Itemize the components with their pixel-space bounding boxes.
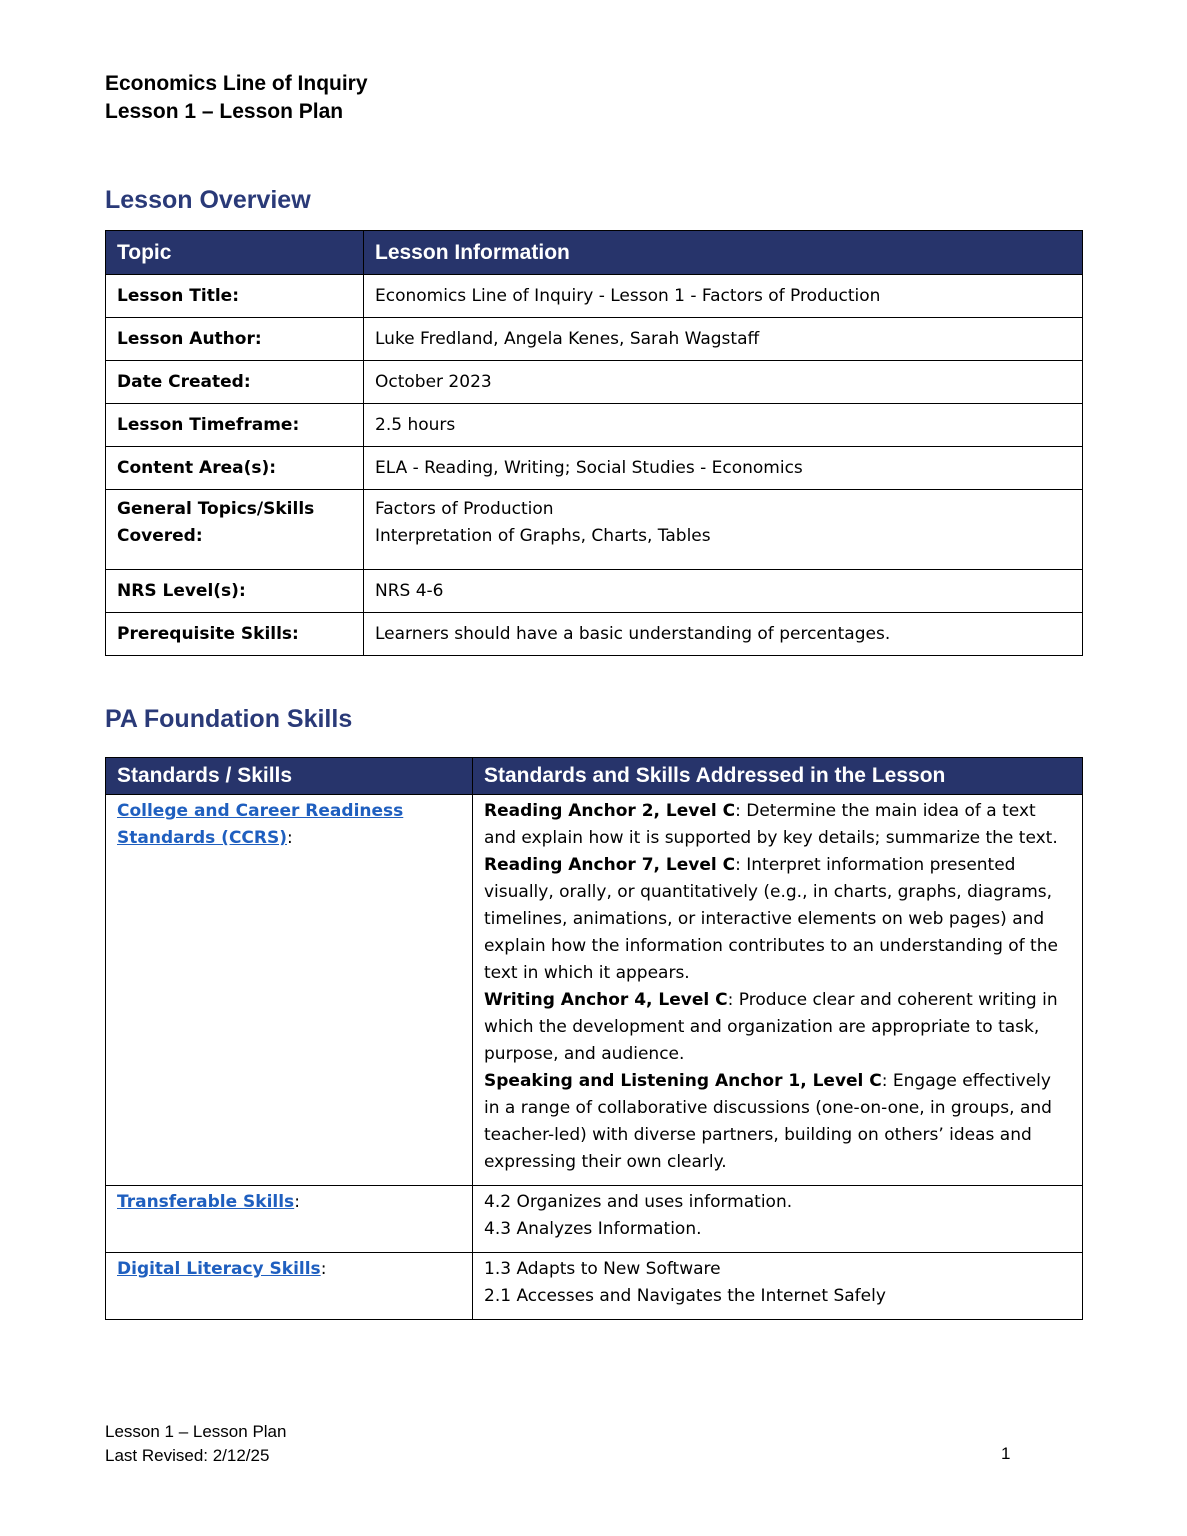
row-label: General Topics/Skills Covered:: [106, 490, 364, 570]
anchor-name: Writing Anchor 4, Level C: [484, 990, 728, 1010]
column-header-lesson-information: Lesson Information: [364, 231, 1083, 275]
row-label: NRS Level(s):: [106, 570, 364, 613]
row-value: [473, 1253, 1083, 1320]
transferable-skills-link[interactable]: Transferable Skills: [117, 1192, 295, 1212]
row-label: [106, 1253, 473, 1320]
label-colon: :: [320, 1259, 327, 1279]
column-header-standards-addressed: Standards and Skills Addressed in the Lesson: [473, 758, 1083, 795]
row-label: [106, 795, 473, 1186]
anchor-item: [484, 798, 1071, 852]
row-value: Learners should have a basic understanding of percentages.: [364, 613, 1083, 656]
column-header-standards-skills: Standards / Skills: [106, 758, 473, 795]
label-colon: :: [294, 1192, 300, 1212]
table-row: [106, 570, 1083, 613]
skill-item: 2.1 Accesses and Navigates the Internet Safely: [484, 1286, 886, 1306]
row-value-line: Factors of Production: [375, 499, 554, 519]
label-colon: :: [287, 828, 293, 848]
anchor-item: [484, 987, 1071, 1068]
table-row: [106, 361, 1083, 404]
ccrs-link[interactable]: College and Career Readiness Standards (CCRS): [117, 801, 404, 848]
foundation-skills-table: [105, 757, 1083, 1320]
row-value: Luke Fredland, Angela Kenes, Sarah Wagstaff: [364, 318, 1083, 361]
skill-item: 4.2 Organizes and uses information.: [484, 1192, 793, 1212]
anchor-text: : Produce clear and coherent writing in which the development and organization are appropriate to task, purpose, and audience.: [484, 990, 1058, 1064]
table-row: [106, 795, 1083, 1186]
document-header: [105, 70, 368, 126]
pa-foundation-skills-heading: PA Foundation Skills: [105, 705, 353, 733]
table-row: [106, 447, 1083, 490]
table-row: [106, 404, 1083, 447]
row-label: Lesson Timeframe:: [106, 404, 364, 447]
row-value: [473, 1186, 1083, 1253]
row-value: October 2023: [364, 361, 1083, 404]
row-label: [106, 1186, 473, 1253]
table-row: [106, 613, 1083, 656]
table-row: [106, 1253, 1083, 1320]
anchor-name: Speaking and Listening Anchor 1, Level C: [484, 1071, 882, 1091]
row-value: [364, 490, 1083, 570]
anchor-name: Reading Anchor 7, Level C: [484, 855, 736, 875]
skill-item: 1.3 Adapts to New Software: [484, 1259, 721, 1279]
row-value: [473, 795, 1083, 1186]
table-row: [106, 275, 1083, 318]
page-footer: [105, 1420, 286, 1468]
anchor-item: [484, 1068, 1071, 1176]
table-row: [106, 490, 1083, 570]
table-header-row: [106, 758, 1083, 795]
footer-last-revised: Last Revised: 2/12/25: [105, 1446, 270, 1465]
anchor-name: Reading Anchor 2, Level C: [484, 801, 736, 821]
row-value: ELA - Reading, Writing; Social Studies - Economics: [364, 447, 1083, 490]
anchor-text: : Engage effectively in a range of collaborative discussions (one-on-one, in groups, and teacher-led) with diverse partners, building on others’ ideas and expressing their own clearly.: [484, 1071, 1052, 1172]
skill-item: 4.3 Analyzes Information.: [484, 1219, 702, 1239]
table-row: [106, 318, 1083, 361]
lesson-overview-table: [105, 230, 1083, 656]
digital-literacy-skills-link[interactable]: Digital Literacy Skills: [117, 1259, 321, 1279]
anchor-text: : Interpret information presented visually, orally, or quantitatively (e.g., in charts, graphs, diagrams, timelines, animations, or interactive elements on web pages) and explain how the information contributes to an understanding of the text in which it appears.: [484, 855, 1058, 983]
row-value: NRS 4-6: [364, 570, 1083, 613]
row-value: Economics Line of Inquiry - Lesson 1 - Factors of Production: [364, 275, 1083, 318]
row-value: 2.5 hours: [364, 404, 1083, 447]
lesson-overview-heading: Lesson Overview: [105, 186, 311, 214]
table-header-row: [106, 231, 1083, 275]
anchor-item: [484, 852, 1071, 987]
table-row: [106, 1186, 1083, 1253]
row-value-line: Interpretation of Graphs, Charts, Tables: [375, 526, 711, 546]
header-line-1: Economics Line of Inquiry: [105, 72, 368, 95]
row-label: Date Created:: [106, 361, 364, 404]
row-label: Lesson Title:: [106, 275, 364, 318]
row-label: Prerequisite Skills:: [106, 613, 364, 656]
row-label: Lesson Author:: [106, 318, 364, 361]
row-label: Content Area(s):: [106, 447, 364, 490]
footer-line-1: Lesson 1 – Lesson Plan: [105, 1422, 287, 1441]
column-header-topic: Topic: [106, 231, 364, 275]
anchor-text: : Determine the main idea of a text and explain how it is supported by key details; summarize the text.: [484, 801, 1058, 848]
page-number: 1: [1001, 1444, 1011, 1463]
header-line-2: Lesson 1 – Lesson Plan: [105, 100, 344, 123]
